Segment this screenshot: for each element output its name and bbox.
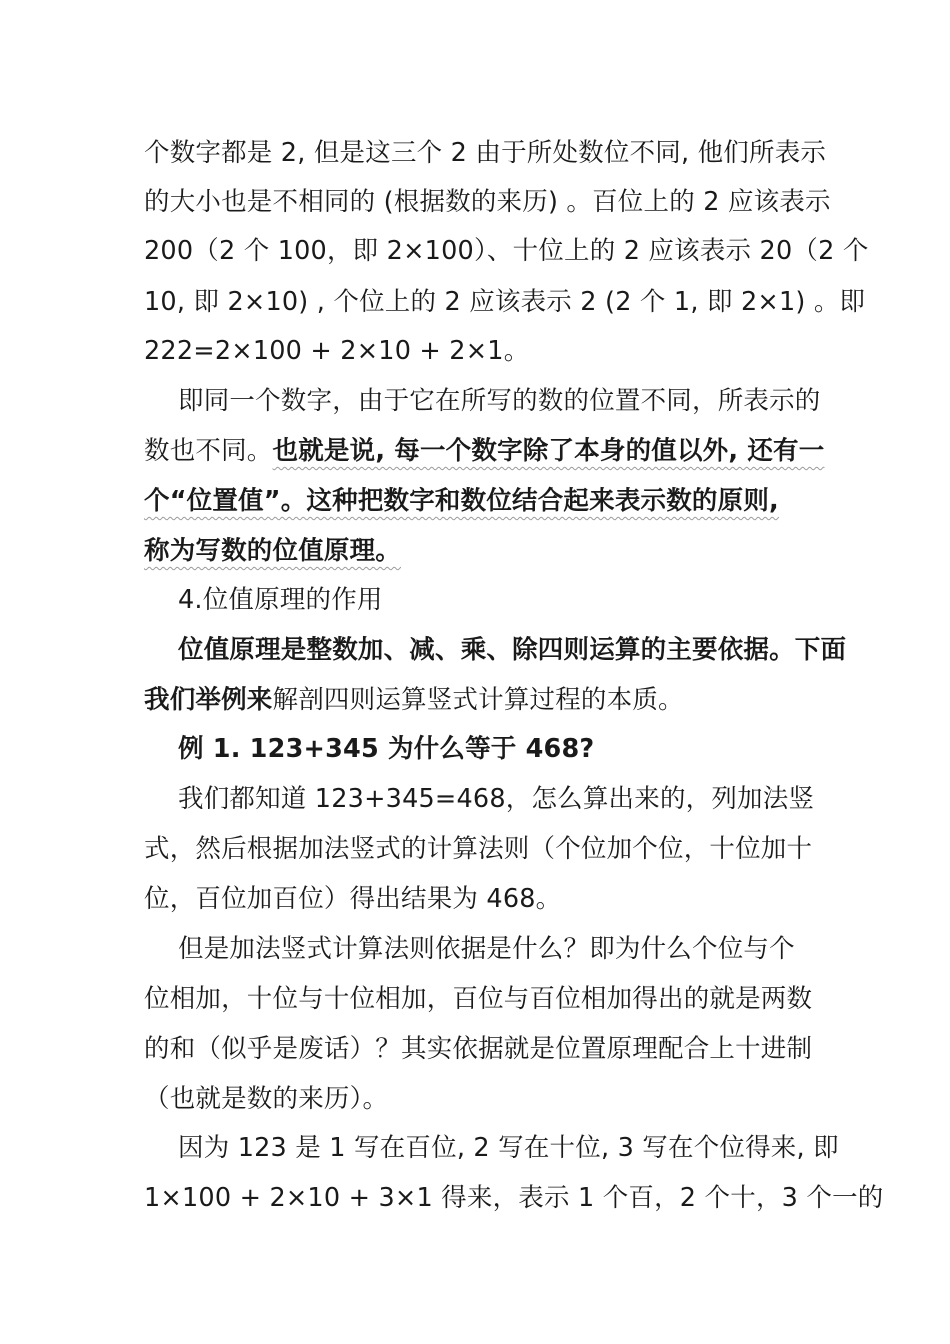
paragraph-line: 因为 123 是 1 写在百位, 2 写在十位, 3 写在个位得来, 即 — [178, 1133, 839, 1163]
paragraph-line: 个数字都是 2, 但是这三个 2 由于所处数位不同, 他们所表示 — [144, 138, 827, 168]
paragraph-line: 即同一个数字，由于它在所写的数的位置不同，所表示的 — [178, 386, 821, 416]
emphasized-line: 位值原理是整数加、减、乘、除四则运算的主要依据。下面 — [178, 635, 847, 665]
paragraph-line: 我们都知道 123+345=468，怎么算出来的，列加法竖 — [178, 784, 815, 814]
paragraph-line — [144, 683, 684, 717]
example-heading: 例 1. 123+345 为什么等于 468? — [178, 734, 595, 764]
paragraph-line: 的和（似乎是废话）？其实依据就是位置原理配合上十进制 — [144, 1034, 813, 1064]
paragraph-line: 位相加，十位与十位相加，百位与百位相加得出的就是两数 — [144, 984, 813, 1014]
paragraph-line: 但是加法竖式计算法则依据是什么？即为什么个位与个 — [178, 934, 795, 964]
plain-text: 解剖四则运算竖式计算过程的本质。 — [272, 685, 684, 715]
paragraph-line: 200（2 个 100，即 2×100）、十位上的 2 应该表示 20（2 个 — [144, 236, 869, 266]
paragraph-line: 222=2×100 + 2×10 + 2×1。 — [144, 336, 530, 366]
paragraph-line: 10, 即 2×10) , 个位上的 2 应该表示 2 (2 个 1, 即 2×1) 。即 — [144, 287, 866, 317]
paragraph-line: 1×100 + 2×10 + 3×1 得来，表示 1 个百，2 个十，3 个一的 — [144, 1183, 884, 1213]
paragraph-line: （也就是数的来历）。 — [144, 1084, 389, 1114]
paragraph-line: 的大小也是不相同的 (根据数的来历) 。百位上的 2 应该表示 — [144, 187, 831, 217]
emphasized-text: 称为写数的位值原理。 — [144, 536, 402, 566]
emphasized-text: 也就是说, 每一个数字除了本身的值以外, 还有一 — [272, 436, 825, 466]
emphasized-text: 我们举例来 — [144, 685, 273, 715]
paragraph-line: 式，然后根据加法竖式的计算法则（个位加个位，十位加十 — [144, 834, 813, 864]
paragraph-line — [144, 434, 824, 468]
emphasized-text: 个“位置值”。这种把数字和数位结合起来表示数的原则, — [144, 486, 779, 516]
section-heading: 4.位值原理的作用 — [178, 585, 383, 615]
emphasized-line — [144, 484, 779, 518]
plain-text: 数也不同。 — [144, 436, 273, 466]
emphasized-line — [144, 534, 401, 568]
paragraph-line: 位，百位加百位）得出结果为 468。 — [144, 884, 562, 914]
